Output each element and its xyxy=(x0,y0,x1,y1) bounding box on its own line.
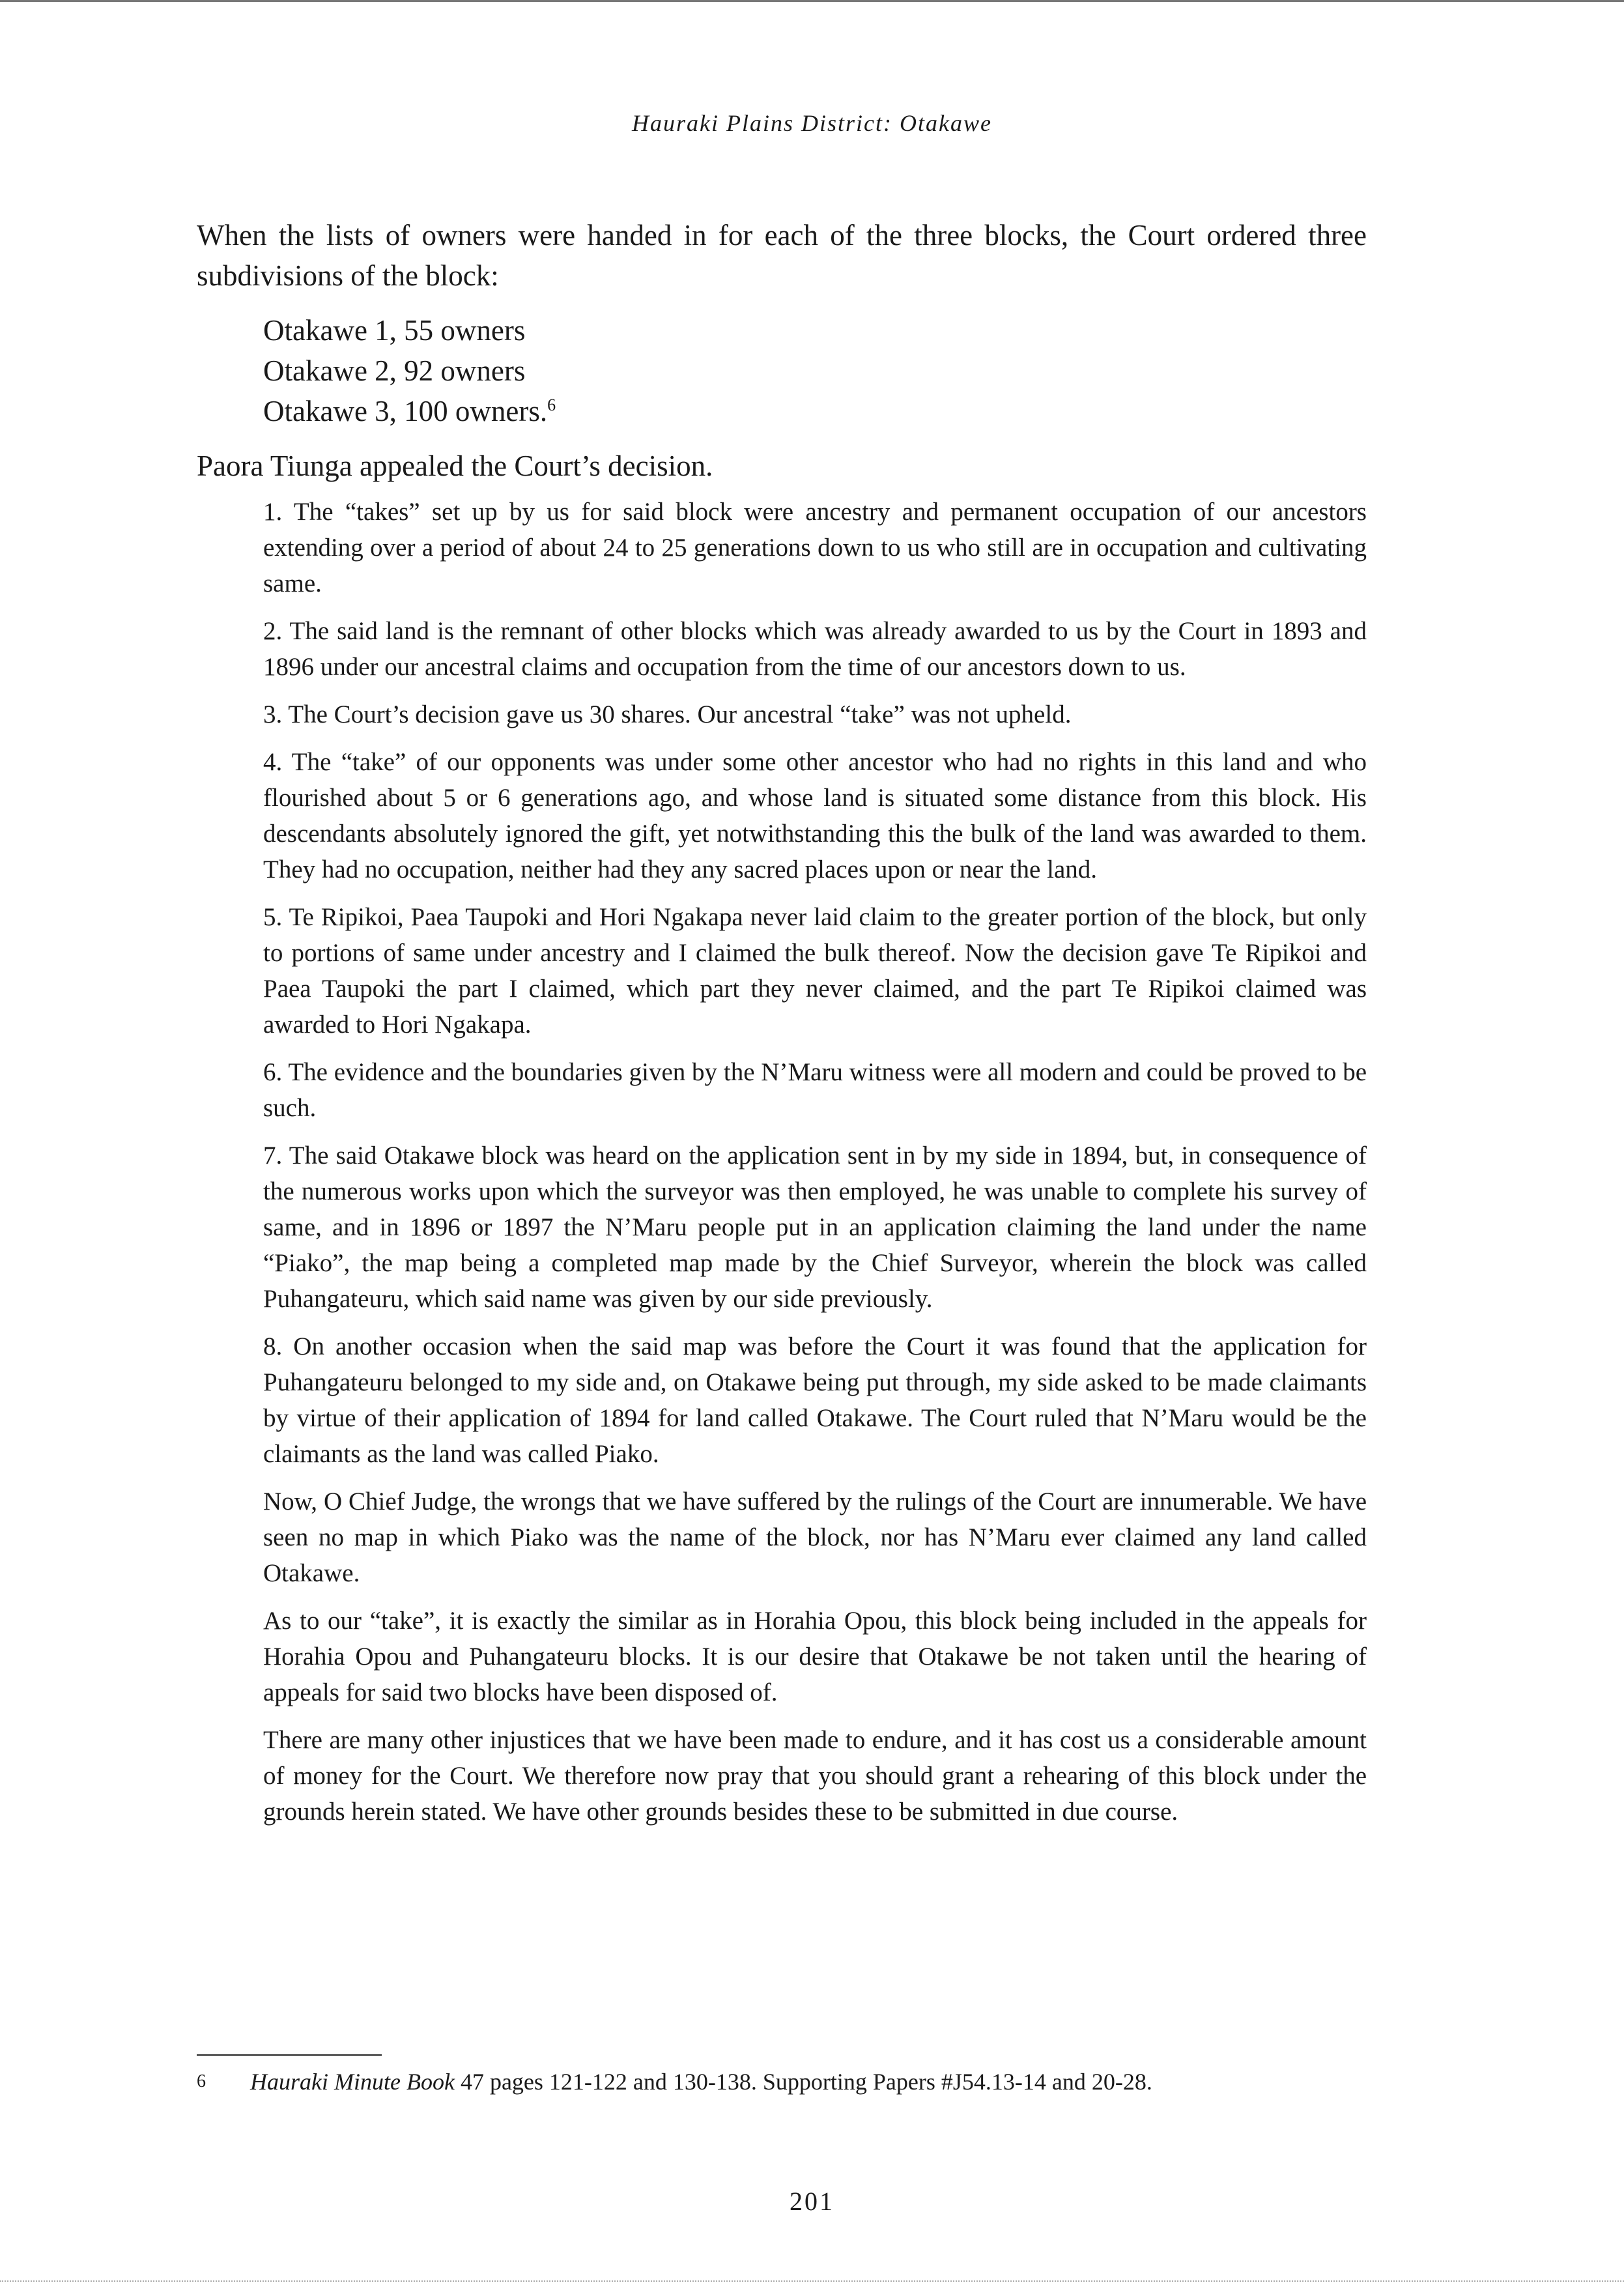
appeal-point: 4. The “take” of our opponents was under some other ancestor who had no rights in this land and who flourished about 5 or 6 generations ago, and whose land is situated some distance from this block. His descendants absolutely ignored the gift, yet notwithstanding this the bulk of the land was awarded to them. They had no occupation, neither had they any sacred places upon or near the land. xyxy=(263,748,1367,884)
appeal-point: 7. The said Otakawe block was heard on the application sent in by my side in 1894, but, in consequence of the numerous works upon which the surveyor was then employed, he was unable to complete his survey of same, and in 1896 or 1897 the N’Maru people put in an application claiming the land under the name “Piako”, the map being a completed map made by the Chief Surveyor, wherein the block was called Puhangateuru, which said name was given by our side previously. xyxy=(263,1142,1367,1313)
owner-list-item: Otakawe 1, 55 owners xyxy=(263,314,526,347)
footnote-book-title: Hauraki Minute Book xyxy=(250,2069,455,2095)
footnote-number: 6 xyxy=(197,2071,206,2091)
running-head: Hauraki Plains District: Otakawe xyxy=(632,110,992,136)
intro-paragraph: When the lists of owners were handed in for each of the three blocks, the Court ordered three subdivisions of the block: xyxy=(197,219,1367,292)
appeal-point: 1. The “takes” set up by us for said block were ancestry and permanent occupation of our ancestors extending over a period of about 24 to 25 generations down to us who still are in occupation and cultivating same. xyxy=(263,498,1367,597)
footnote-rule xyxy=(197,2054,382,2056)
appeal-point: 2. The said land is the remnant of other blocks which was already awarded to us by the Court in 1893 and 1896 under our ancestral claims and occupation from the time of our ancestors down to us. xyxy=(263,617,1367,681)
appeal-point: 5. Te Ripikoi, Paea Taupoki and Hori Ngakapa never laid claim to the greater portion of the block, but only to portions of same under ancestry and I claimed the bulk thereof. Now the decision gave Te Ripikoi and Paea Taupoki the part I claimed, which part they never claimed, and the part Te Ripikoi claimed was awarded to Hori Ngakapa. xyxy=(263,903,1367,1039)
appeal-point: 8. On another occasion when the said map was before the Court it was found that the application for Puhangateuru belonged to my side and, on Otakawe being put through, my side asked to be made claimants by virtue of their application of 1894 for land called Otakawe. The Court ruled that N’Maru would be the claimants as the land was called Piako. xyxy=(263,1332,1367,1468)
appeal-paragraph: There are many other injustices that we have been made to endure, and it has cost us a considerable amount of money for the Court. We therefore now pray that you should grant a rehearing of this block under the grounds herein stated. We have other grounds besides these to be submitted in due course. xyxy=(263,1726,1367,1826)
scan-edge-top xyxy=(0,0,1624,2)
scan-edge-bottom xyxy=(0,2280,1624,2284)
footnote-marker: 6 xyxy=(547,395,556,414)
appeal-paragraph: As to our “take”, it is exactly the similar as in Horahia Opou, this block being included in the appeals for Horahia Opou and Puhangateuru blocks. It is our desire that Otakawe be not taken until the hearing of appeals for said two blocks have been disposed of. xyxy=(263,1607,1367,1706)
appeal-quote xyxy=(263,494,1367,1830)
appeal-paragraph: Now, O Chief Judge, the wrongs that we have suffered by the rulings of the Court are innumerable. We have seen no map in which Piako was the name of the block, nor has N’Maru ever claimed any land called Otakawe. xyxy=(263,1487,1367,1587)
footnote xyxy=(197,2065,1367,2098)
owner-list-item-text: Otakawe 3, 100 owners. xyxy=(263,395,548,427)
owner-list-item xyxy=(263,391,1367,431)
page-number: 201 xyxy=(790,2187,834,2216)
appeal-intro-paragraph: Paora Tiunga appealed the Court’s decision. xyxy=(197,450,713,482)
owner-list-item: Otakawe 2, 92 owners xyxy=(263,354,526,387)
main-content xyxy=(197,215,1367,1841)
owner-list xyxy=(263,310,1367,431)
appeal-point: 3. The Court’s decision gave us 30 shares. Our ancestral “take” was not upheld. xyxy=(263,700,1072,728)
appeal-point: 6. The evidence and the boundaries given by the N’Maru witness were all modern and could be proved to be such. xyxy=(263,1058,1367,1122)
footnote-text: 47 pages 121-122 and 130-138. Supporting Papers #J54.13-14 and 20-28. xyxy=(454,2069,1152,2095)
